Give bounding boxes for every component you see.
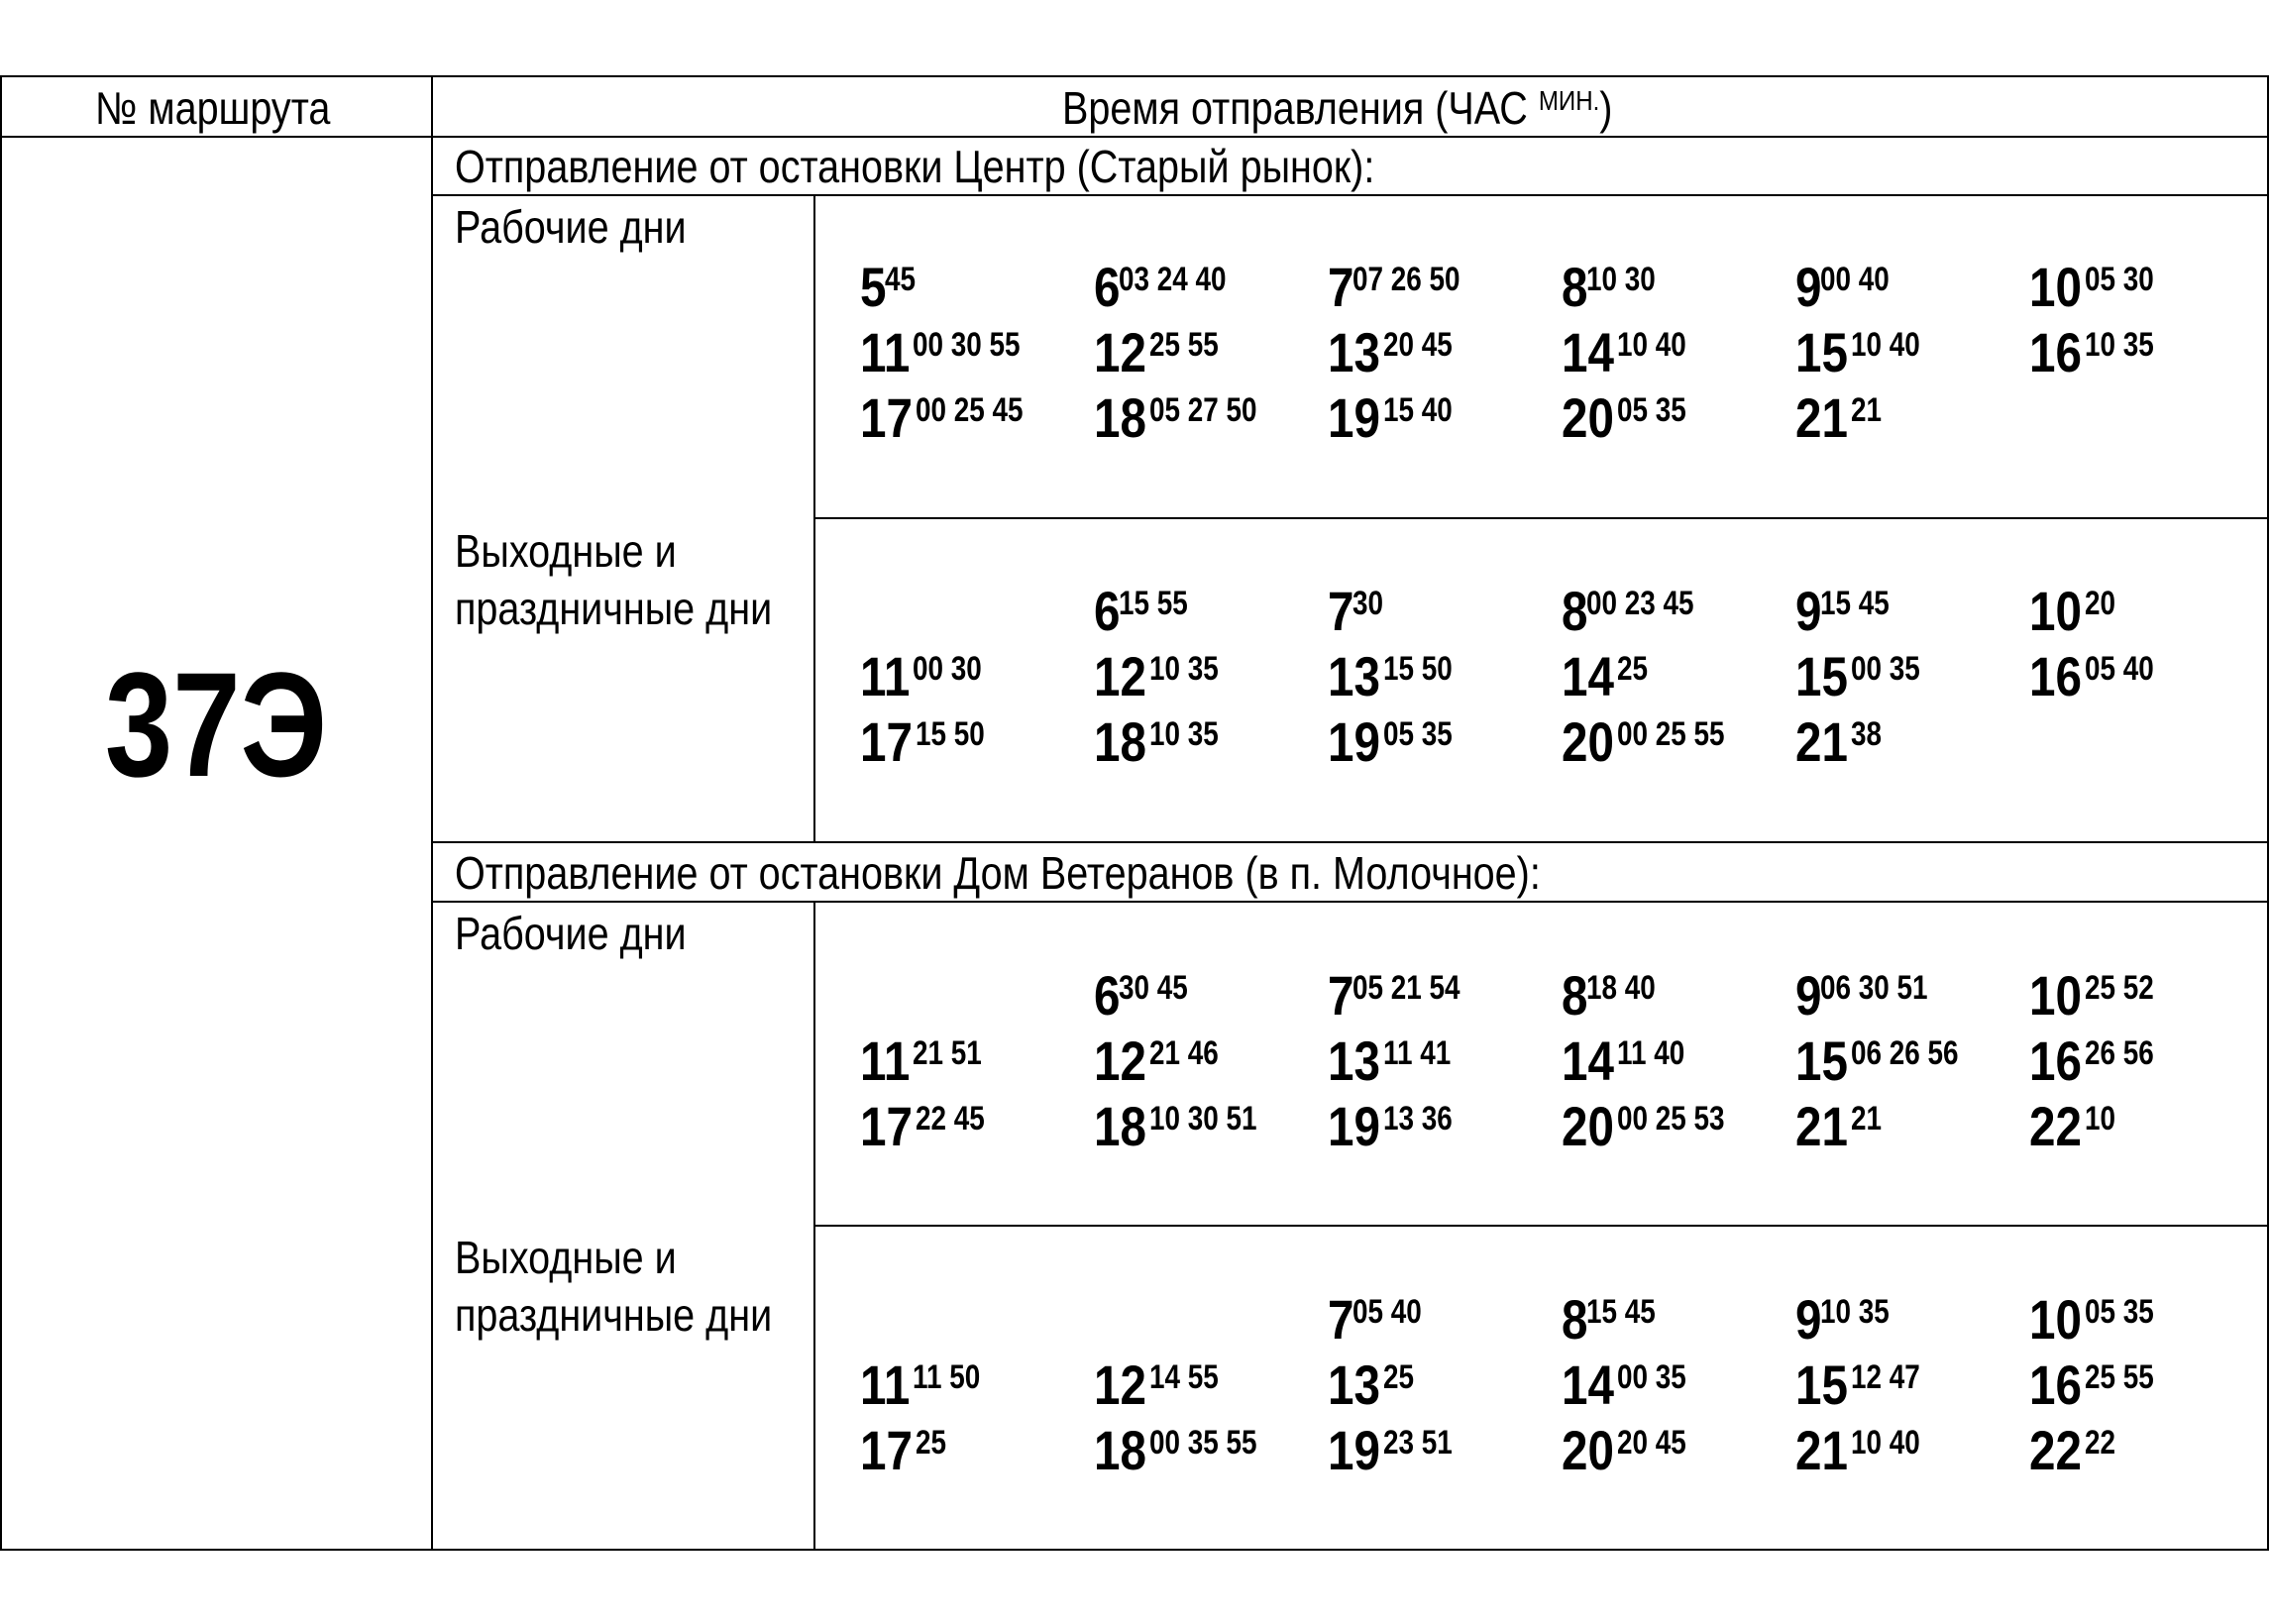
departure-hour: 10 (2029, 580, 2082, 642)
departure-minutes: 00 25 45 (916, 391, 1024, 429)
departure-hour: 10 (2029, 256, 2082, 318)
departure-time (1094, 580, 1203, 642)
group-label-line: праздничные дни (455, 1289, 773, 1341)
departure-minutes: 22 45 (916, 1100, 986, 1137)
departure-minutes: 20 45 (1383, 326, 1454, 364)
departure-time (1795, 321, 1935, 383)
departure-time (1094, 1029, 1234, 1092)
departure-minutes: 13 36 (1383, 1100, 1454, 1137)
departure-time (2029, 1029, 2169, 1092)
group-label-weekends-2 (455, 1229, 772, 1344)
divider-section2-title (431, 901, 2269, 903)
departure-hour: 8 (1562, 256, 1588, 318)
departure-hour: 17 (860, 710, 913, 773)
departure-minutes: 15 45 (1586, 1293, 1656, 1331)
divider-section1-groups (813, 517, 2269, 519)
departure-minutes: 30 (1352, 585, 1384, 622)
departure-time (1795, 386, 1889, 449)
departure-time (2029, 321, 2169, 383)
departure-time (1328, 645, 1467, 707)
departure-hour: 14 (1562, 321, 1614, 383)
departure-time (1562, 1353, 1701, 1416)
departure-hour: 21 (1795, 1095, 1848, 1157)
group-label-weekdays-2 (455, 905, 687, 962)
departure-hour: 22 (2029, 1419, 2082, 1481)
departure-time (860, 710, 1000, 773)
departure-hour: 13 (1328, 1029, 1380, 1092)
departure-hour: 11 (860, 321, 911, 383)
departure-time (1795, 1353, 1935, 1416)
departure-hour: 20 (1562, 710, 1614, 773)
departure-hour: 12 (1094, 645, 1146, 707)
departure-minutes: 00 23 45 (1586, 585, 1694, 622)
departure-time (2029, 1419, 2122, 1481)
departure-minutes: 45 (885, 261, 917, 298)
departure-time (2029, 964, 2169, 1027)
departure-hour: 10 (2029, 1288, 2082, 1351)
departure-minutes: 00 25 55 (1617, 715, 1725, 753)
departure-time (1795, 645, 1935, 707)
departure-time (1562, 256, 1671, 318)
departure-hour: 20 (1562, 386, 1614, 449)
departure-time (1328, 1288, 1437, 1351)
departure-time (1562, 1419, 1701, 1481)
departure-minutes: 10 40 (1851, 1424, 1921, 1462)
departure-time (1795, 1029, 1983, 1092)
departure-time (1328, 256, 1484, 318)
group-label-line: Выходные и (455, 525, 677, 577)
departure-time (1562, 1288, 1671, 1351)
departure-hour: 6 (1094, 580, 1121, 642)
departure-time (1094, 710, 1234, 773)
departure-minutes: 05 27 50 (1149, 391, 1257, 429)
departure-minutes: 06 30 51 (1820, 969, 1928, 1007)
departure-minutes: 07 26 50 (1352, 261, 1460, 298)
departure-hour: 6 (1094, 964, 1121, 1027)
departure-minutes: 11 41 (1383, 1034, 1452, 1072)
departure-time (1328, 1353, 1421, 1416)
departure-minutes: 21 51 (913, 1034, 982, 1072)
departure-hour: 19 (1328, 1419, 1380, 1481)
departure-time (860, 1353, 995, 1416)
departure-hour: 21 (1795, 710, 1848, 773)
departure-minutes: 05 35 (1383, 715, 1454, 753)
departure-time (1328, 1095, 1467, 1157)
departure-time (860, 645, 997, 707)
departure-hour: 14 (1562, 1353, 1614, 1416)
departure-minutes: 15 50 (916, 715, 986, 753)
time-header-close: ) (1599, 82, 1613, 134)
departure-time (2029, 256, 2169, 318)
time-header-units: МИН. (1538, 85, 1600, 116)
departure-hour: 19 (1328, 1095, 1380, 1157)
departure-time (1094, 321, 1234, 383)
departure-time (2029, 1353, 2169, 1416)
departure-time (1795, 256, 1904, 318)
departure-hour: 6 (1094, 256, 1121, 318)
departure-time (1562, 1095, 1749, 1157)
departure-minutes: 03 24 40 (1119, 261, 1227, 298)
departure-time (1795, 580, 1904, 642)
divider-route-column (431, 75, 433, 1551)
departure-minutes: 00 35 55 (1149, 1424, 1257, 1462)
divider-section1-end (431, 841, 2269, 843)
departure-minutes: 00 40 (1820, 261, 1890, 298)
departure-hour: 12 (1094, 321, 1146, 383)
group-label-line: Выходные и (455, 1232, 677, 1283)
departure-minutes: 05 35 (1617, 391, 1687, 429)
departure-minutes: 10 35 (1820, 1293, 1890, 1331)
departure-minutes: 20 (2085, 585, 2116, 622)
departure-hour: 18 (1094, 710, 1146, 773)
departure-minutes: 15 55 (1119, 585, 1188, 622)
departure-hour: 7 (1328, 1288, 1354, 1351)
departure-minutes: 05 40 (1352, 1293, 1422, 1331)
departure-hour: 11 (860, 1029, 911, 1092)
departure-hour: 15 (1795, 321, 1848, 383)
departure-hour: 15 (1795, 1029, 1848, 1092)
departure-minutes: 00 30 55 (913, 326, 1021, 364)
departure-hour: 17 (860, 386, 913, 449)
departure-minutes: 21 (1851, 1100, 1883, 1137)
departure-time (860, 256, 922, 318)
departure-hour: 10 (2029, 964, 2082, 1027)
departure-hour: 21 (1795, 1419, 1848, 1481)
departure-minutes: 15 50 (1383, 650, 1454, 688)
departure-minutes: 21 46 (1149, 1034, 1220, 1072)
departure-minutes: 22 (2085, 1424, 2116, 1462)
departure-hour: 8 (1562, 964, 1588, 1027)
departure-time (1562, 321, 1701, 383)
departure-time (1328, 1419, 1467, 1481)
departure-minutes: 25 (916, 1424, 947, 1462)
departure-minutes: 05 21 54 (1352, 969, 1460, 1007)
departure-minutes: 30 45 (1119, 969, 1188, 1007)
departure-minutes: 38 (1851, 715, 1883, 753)
departure-hour: 9 (1795, 1288, 1822, 1351)
departure-hour: 12 (1094, 1353, 1146, 1416)
departure-hour: 17 (860, 1095, 913, 1157)
departure-hour: 20 (1562, 1419, 1614, 1481)
departure-time (1795, 1419, 1935, 1481)
group-label-line: Рабочие дни (455, 908, 687, 959)
departure-minutes: 10 35 (1149, 650, 1220, 688)
departure-hour: 12 (1094, 1029, 1146, 1092)
departure-time (860, 1419, 953, 1481)
departure-time (2029, 645, 2169, 707)
departure-time (1328, 321, 1467, 383)
departure-hour: 17 (860, 1419, 913, 1481)
departure-hour: 8 (1562, 580, 1588, 642)
time-header-text: Время отправления (ЧАС (1062, 82, 1539, 134)
departure-hour: 11 (860, 1353, 911, 1416)
departure-time (1562, 580, 1718, 642)
departure-time (1094, 1353, 1234, 1416)
departure-hour: 7 (1328, 964, 1354, 1027)
departure-hour: 16 (2029, 645, 2082, 707)
departure-minutes: 10 35 (2085, 326, 2155, 364)
departure-time (1562, 964, 1671, 1027)
departure-minutes: 05 30 (2085, 261, 2155, 298)
departure-time (1328, 386, 1467, 449)
departure-hour: 8 (1562, 1288, 1588, 1351)
departure-minutes: 26 56 (2085, 1034, 2155, 1072)
departure-minutes: 23 51 (1383, 1424, 1454, 1462)
departure-time (1795, 710, 1889, 773)
departure-hour: 16 (2029, 321, 2082, 383)
departure-hour: 22 (2029, 1095, 2082, 1157)
departure-minutes: 05 40 (2085, 650, 2155, 688)
departure-hour: 21 (1795, 386, 1848, 449)
section-title-center: Отправление от остановки Центр (Старый рынок): (455, 141, 1375, 192)
departure-time (860, 1095, 1000, 1157)
departure-time (2029, 1288, 2169, 1351)
departure-time (1562, 386, 1701, 449)
departure-hour: 9 (1795, 580, 1822, 642)
departure-minutes: 15 40 (1383, 391, 1454, 429)
departure-minutes: 12 47 (1851, 1358, 1921, 1396)
departure-time (860, 386, 1047, 449)
departure-hour: 15 (1795, 645, 1848, 707)
departure-minutes: 21 (1851, 391, 1883, 429)
group-label-weekends-1 (455, 522, 772, 637)
departure-hour: 13 (1328, 645, 1380, 707)
divider-header (0, 136, 2269, 138)
departure-hour: 7 (1328, 256, 1354, 318)
departure-hour: 18 (1094, 1095, 1146, 1157)
departure-time (1795, 1095, 1889, 1157)
departure-minutes: 00 35 (1851, 650, 1921, 688)
departure-time (1328, 964, 1484, 1027)
departure-time (1562, 645, 1655, 707)
departure-minutes: 00 35 (1617, 1358, 1687, 1396)
departure-time (1094, 1419, 1281, 1481)
departure-minutes: 00 25 53 (1617, 1100, 1725, 1137)
departure-time (1795, 1288, 1904, 1351)
departure-time (1094, 645, 1234, 707)
departure-hour: 16 (2029, 1353, 2082, 1416)
departure-time (1562, 1029, 1700, 1092)
departure-time (1094, 964, 1203, 1027)
departure-time (860, 1029, 997, 1092)
departure-hour: 14 (1562, 1029, 1614, 1092)
departure-hour: 15 (1795, 1353, 1848, 1416)
route-column-header: № маршрута (95, 82, 331, 134)
section-title-veterans-house: Отправление от остановки Дом Ветеранов (в п. Молочное): (455, 847, 1541, 899)
departure-hour: 5 (860, 256, 887, 318)
departure-minutes: 14 55 (1149, 1358, 1220, 1396)
group-label-line: праздничные дни (455, 583, 773, 634)
group-label-weekdays-1 (455, 198, 687, 256)
departure-minutes: 00 30 (913, 650, 982, 688)
departure-minutes: 20 45 (1617, 1424, 1687, 1462)
departure-hour: 20 (1562, 1095, 1614, 1157)
departure-minutes: 25 (1617, 650, 1649, 688)
departure-hour: 19 (1328, 386, 1380, 449)
departure-hour: 18 (1094, 1419, 1146, 1481)
departure-time (2029, 1095, 2122, 1157)
group-label-line: Рабочие дни (455, 201, 687, 253)
departure-hour: 18 (1094, 386, 1146, 449)
departure-minutes: 06 26 56 (1851, 1034, 1959, 1072)
departure-time (1328, 710, 1467, 773)
divider-section1-title (431, 194, 2269, 196)
departure-hour: 13 (1328, 1353, 1380, 1416)
divider-section2-groups (813, 1225, 2269, 1227)
departure-minutes: 10 30 51 (1149, 1100, 1257, 1137)
departure-minutes: 10 (2085, 1100, 2116, 1137)
departure-minutes: 18 40 (1586, 969, 1656, 1007)
departure-minutes: 05 35 (2085, 1293, 2155, 1331)
departure-time (860, 321, 1044, 383)
departure-minutes: 10 40 (1851, 326, 1921, 364)
departure-time (1562, 710, 1749, 773)
departure-time (1094, 386, 1281, 449)
departure-minutes: 25 (1383, 1358, 1415, 1396)
departure-hour: 9 (1795, 964, 1822, 1027)
departure-time (1328, 1029, 1466, 1092)
departure-minutes: 10 40 (1617, 326, 1687, 364)
departure-minutes: 10 35 (1149, 715, 1220, 753)
route-number: 37Э (104, 641, 328, 808)
departure-hour: 16 (2029, 1029, 2082, 1092)
departure-hour: 9 (1795, 256, 1822, 318)
departure-minutes: 25 55 (2085, 1358, 2155, 1396)
departure-time (1094, 1095, 1281, 1157)
departure-minutes: 25 55 (1149, 326, 1220, 364)
departure-minutes: 10 30 (1586, 261, 1656, 298)
departure-hour: 14 (1562, 645, 1614, 707)
departure-time (1328, 580, 1390, 642)
departure-time (2029, 580, 2122, 642)
departure-hour: 13 (1328, 321, 1380, 383)
departure-time (1094, 256, 1250, 318)
departure-hour: 7 (1328, 580, 1354, 642)
departure-minutes: 11 40 (1617, 1034, 1685, 1072)
departure-hour: 11 (860, 645, 911, 707)
departure-minutes: 11 50 (913, 1358, 981, 1396)
time-column-header (1062, 82, 1613, 134)
departure-time (1795, 964, 1952, 1027)
departure-hour: 19 (1328, 710, 1380, 773)
departure-minutes: 25 52 (2085, 969, 2155, 1007)
departure-minutes: 15 45 (1820, 585, 1890, 622)
